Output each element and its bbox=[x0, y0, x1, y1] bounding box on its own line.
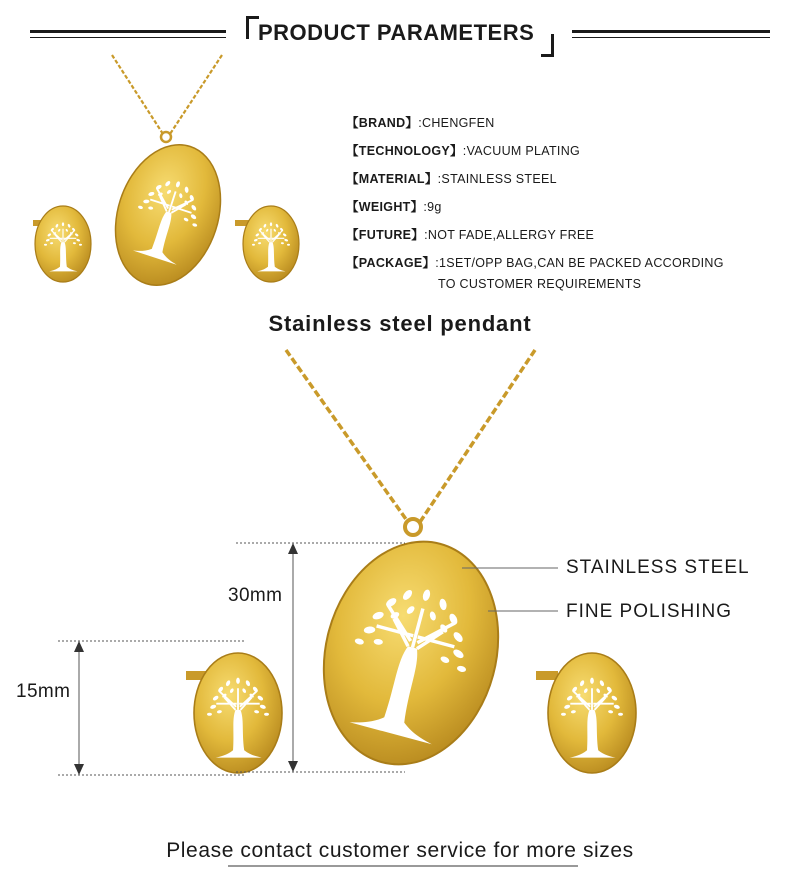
callout-material: STAINLESS STEEL bbox=[566, 557, 750, 578]
page-title: PRODUCT PARAMETERS bbox=[258, 20, 535, 45]
top-pendant bbox=[98, 131, 238, 299]
param-key: 【MATERIAL】 bbox=[346, 172, 438, 186]
main-earring-right bbox=[536, 653, 636, 773]
footer-note: Please contact customer service for more sizes bbox=[166, 839, 634, 862]
earring-size-label: 15mm bbox=[16, 681, 71, 702]
param-key: 【WEIGHT】 bbox=[346, 200, 424, 214]
param-key: 【BRAND】 bbox=[346, 116, 419, 130]
param-value: :CHENGFEN bbox=[418, 116, 495, 130]
top-earring-right bbox=[235, 206, 299, 282]
section-subtitle: Stainless steel pendant bbox=[268, 311, 532, 336]
param-value: :NOT FADE,ALLERGY FREE bbox=[424, 228, 595, 242]
param-key: 【PACKAGE】 bbox=[346, 256, 436, 270]
param-key: 【TECHNOLOGY】 bbox=[346, 144, 463, 158]
callout-finish: FINE POLISHING bbox=[566, 601, 733, 622]
pendant-size-label: 30mm bbox=[228, 585, 283, 606]
param-key: 【FUTURE】 bbox=[346, 228, 425, 242]
top-earring-left bbox=[33, 206, 91, 282]
param-value: :VACUUM PLATING bbox=[462, 144, 581, 158]
main-necklace-chain bbox=[286, 350, 535, 522]
param-value: :9g bbox=[423, 200, 442, 214]
param-value: :1SET/OPP BAG,CAN BE PACKED ACCORDING bbox=[435, 256, 724, 270]
param-value: :STAINLESS STEEL bbox=[437, 172, 557, 186]
top-necklace-chain bbox=[112, 55, 222, 134]
main-earring-left bbox=[186, 653, 282, 773]
param-package-continuation: TO CUSTOMER REQUIREMENTS bbox=[438, 277, 642, 291]
main-pendant bbox=[300, 522, 523, 784]
